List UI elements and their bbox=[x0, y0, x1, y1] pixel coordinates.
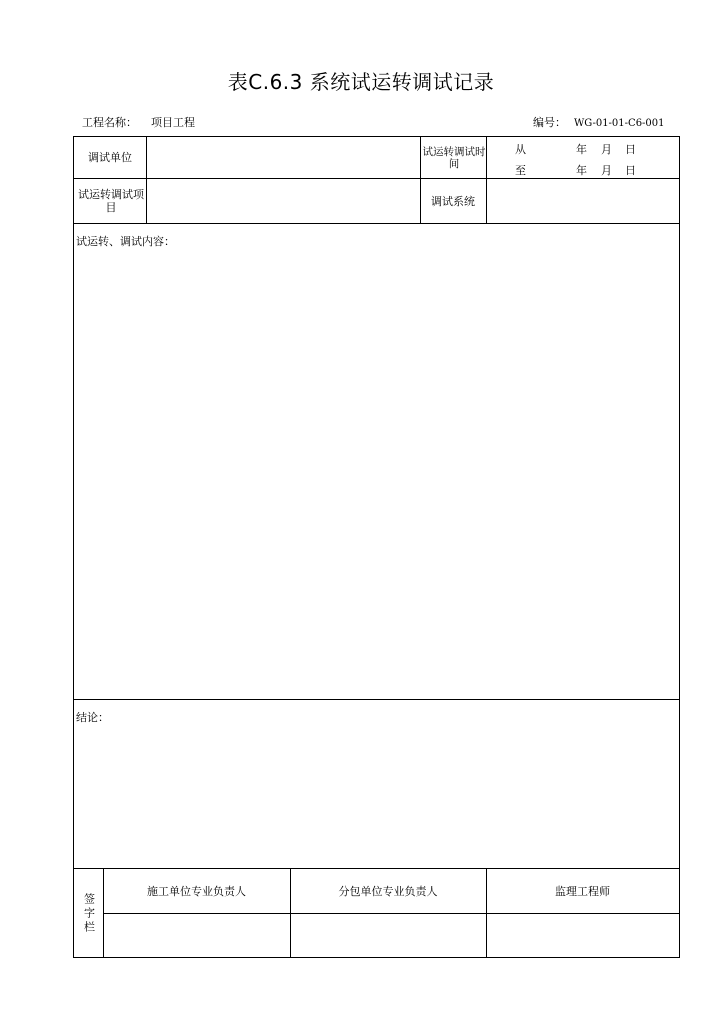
debug-unit-label: 调试单位 bbox=[88, 151, 132, 164]
to-month-label: 月 bbox=[601, 164, 612, 177]
project-name-line bbox=[82, 114, 195, 130]
supervising-engineer-signature-field[interactable] bbox=[486, 914, 679, 958]
record-form-table bbox=[73, 136, 680, 958]
debug-system-field[interactable] bbox=[486, 179, 679, 223]
from-month-label: 月 bbox=[601, 143, 612, 156]
from-year-label: 年 bbox=[576, 143, 587, 156]
contractor-lead-signature-field[interactable] bbox=[103, 914, 290, 958]
signature-column-label bbox=[74, 869, 103, 959]
from-label: 从 bbox=[515, 143, 526, 156]
form-title: 表C.6.3 系统试运转调试记录 bbox=[227, 70, 495, 94]
debug-item-field[interactable] bbox=[146, 179, 420, 223]
to-label: 至 bbox=[515, 164, 526, 177]
project-name-label: 工程名称： bbox=[82, 116, 137, 129]
contractor-lead-header: 施工单位专业负责人 bbox=[147, 884, 246, 898]
form-number-value: WG-01-01-C6-001 bbox=[574, 118, 665, 129]
debug-unit-field[interactable] bbox=[146, 137, 420, 178]
debug-item-label: 试运转调试项目 bbox=[78, 188, 144, 214]
from-day-label: 日 bbox=[625, 143, 636, 156]
row-divider bbox=[74, 699, 679, 700]
to-day-label: 日 bbox=[625, 164, 636, 177]
signature-label-text: 签字栏 bbox=[82, 893, 96, 935]
to-year-label: 年 bbox=[576, 164, 587, 177]
debug-time-label: 试运转调试时间 bbox=[422, 145, 486, 170]
supervising-engineer-header: 监理工程师 bbox=[555, 884, 610, 898]
row-divider bbox=[74, 223, 679, 224]
project-name-value: 项目工程 bbox=[151, 116, 195, 129]
content-label: 试运转、调试内容： bbox=[76, 235, 175, 248]
conclusion-label: 结论： bbox=[76, 711, 109, 724]
subcontractor-lead-header: 分包单位专业负责人 bbox=[338, 884, 438, 898]
form-number-line bbox=[533, 114, 665, 130]
form-number-label: 编号： bbox=[533, 116, 566, 129]
debug-system-label: 调试系统 bbox=[431, 194, 475, 208]
subcontractor-lead-signature-field[interactable] bbox=[290, 914, 486, 958]
